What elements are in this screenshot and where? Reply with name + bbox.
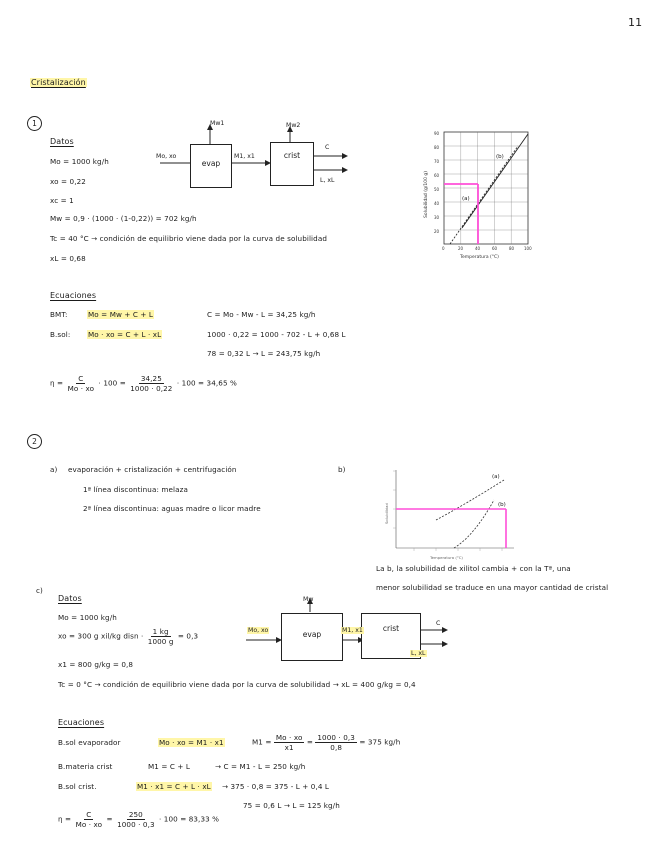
svg-text:40: 40 [434, 201, 440, 206]
graph2-label-b: (b) [498, 502, 506, 508]
eq2-label: B.materia crist [58, 762, 113, 771]
datos-title-1: Datos [50, 137, 74, 146]
result-l: 78 = 0,32 L → L = 243,75 kg/h [207, 349, 321, 358]
c-label-2: C [436, 620, 441, 627]
efficiency-1: η = $\frac{C}{Mo \cdot xo}$ · 100 = $\frac{34,25}{1000 \cdot 0,22}$ · 100 = 34,65 % [50, 374, 237, 394]
section-title [30, 78, 87, 87]
eq3: M1 · x1 = C + L · xL [137, 782, 211, 791]
page-number: 11 [628, 16, 643, 29]
eq2-result: → C = M1 - L = 250 kg/h [215, 762, 306, 771]
feed-label: Mo, xo [156, 153, 177, 160]
svg-text:90: 90 [434, 131, 440, 136]
crystallizer-box-2: crist [361, 613, 421, 659]
svg-text:60: 60 [434, 173, 440, 178]
svg-text:100: 100 [524, 246, 532, 251]
eq3-label: B.sol crist. [58, 782, 97, 791]
evaporator-box: evap [190, 144, 232, 188]
eq3-result: → 375 · 0,8 = 375 - L + 0,4 L [222, 782, 329, 791]
title-text: Cristalización [31, 78, 86, 87]
svg-text:30: 30 [434, 215, 440, 220]
svg-text:80: 80 [509, 246, 515, 251]
process-diagram-1 [150, 118, 360, 198]
solubility-graph-2 [374, 466, 522, 562]
eq4: 75 = 0,6 L → L = 125 kg/h [243, 801, 340, 810]
part-a-text: evaporación + cristalización + centrifugación [68, 465, 237, 474]
eq1-result: M1 = $\frac{Mo \cdot xo}{x1}$ = $\frac{1000 \cdot 0,3}{0,8}$ = 375 kg/h [252, 733, 401, 753]
svg-text:60: 60 [492, 246, 498, 251]
datos-line: Mo = 1000 kg/h [50, 157, 109, 166]
datos-line: xL = 0,68 [50, 254, 86, 263]
eq1-label: B.sol evaporador [58, 738, 121, 747]
datos2-line-4: Tc = 0 °C → condición de equilibrio viene dada por la curva de solubilidad → xL = 400 g/kg = 0,4 [58, 680, 416, 689]
datos-line: xc = 1 [50, 196, 74, 205]
graph2-label-a: (a) [492, 474, 500, 480]
mw2-label: Mw2 [286, 122, 301, 129]
svg-text:80: 80 [434, 145, 440, 150]
svg-text:20: 20 [434, 229, 440, 234]
datos2-line-3: x1 = 800 g/kg = 0,8 [58, 660, 134, 669]
m1-label: M1, x1 [234, 153, 255, 160]
ecuaciones-title-2: Ecuaciones [58, 718, 105, 727]
graph1-label-b: (b) [496, 154, 504, 160]
solubility-graph-1 [412, 128, 537, 260]
evaporator-box-2: evap [281, 613, 343, 661]
efficiency-2: η = $\frac{C}{Mo \cdot xo}$ = $\frac{250}{1000 \cdot 0,3}$ · 100 = 83,33 % [58, 810, 220, 830]
mw-label-2: Mw [303, 596, 314, 603]
part-b-label: b) [338, 465, 346, 474]
bmt-equation: Mo = Mw + C + L [88, 310, 153, 319]
part-b-line-1: La b, la solubilidad de xilitol cambia + con la Tª, una [376, 564, 571, 573]
part-a-line-1: 1ª línea discontinua: melaza [83, 485, 188, 494]
datos2-line-1: Mo = 1000 kg/h [58, 613, 117, 622]
datos-line: Mw = 0,9 · (1000 · (1-0,22)) = 702 kg/h [50, 214, 197, 223]
bmt-label: BMT: [50, 310, 68, 319]
part-b-line-2: menor solubilidad se traduce en una mayor cantidad de cristal [376, 583, 609, 592]
mw1-label: Mw1 [210, 120, 225, 127]
graph2-xlabel: Temperatura (°C) [430, 555, 463, 560]
graph1-ylabel: Solubilidad (g/100 g) [424, 171, 429, 218]
part-a-line-2: 2ª línea discontinua: aguas madre o licor madre [83, 504, 261, 513]
eq2: M1 = C + L [148, 762, 190, 771]
problem-1-number: 1 [27, 116, 42, 131]
svg-text:20: 20 [458, 246, 464, 251]
part-a-label: a) [50, 465, 58, 474]
datos-title-2: Datos [58, 594, 82, 603]
ecuaciones-title-1: Ecuaciones [50, 291, 97, 300]
c-label: C [325, 144, 330, 151]
datos2-line-2: xo = 300 g xil/kg disn · $\frac{1 kg}{1000 g}$ = 0,3 [58, 627, 199, 647]
bsol-label: B.sol: [50, 330, 71, 339]
l-label-2: L, xL [411, 650, 426, 657]
graph2-ylabel: Solubilidad [384, 503, 389, 524]
result-c: C = Mo - Mw - L = 34,25 kg/h [207, 310, 316, 319]
part-c-label: c) [36, 586, 43, 595]
eq1: Mo · xo = M1 · x1 [159, 738, 224, 747]
feed-label-2: Mo, xo [248, 627, 269, 634]
svg-text:50: 50 [434, 187, 440, 192]
result-expansion: 1000 · 0,22 = 1000 - 702 - L + 0,68 L [207, 330, 346, 339]
datos-line: xo = 0,22 [50, 177, 86, 186]
crystallizer-box: crist [270, 142, 314, 186]
bsol-equation: Mo · xo = C + L · xL [88, 330, 162, 339]
datos-line: Tc = 40 °C → condición de equilibrio viene dada por la curva de solubilidad [50, 234, 327, 243]
graph1-xlabel: Temperatura (°C) [460, 255, 499, 260]
m1-label-2: M1, x1 [342, 627, 363, 634]
svg-text:0: 0 [442, 246, 445, 251]
l-label: L, xL [320, 177, 335, 184]
graph1-label-a: (a) [462, 196, 470, 202]
problem-2-number: 2 [27, 434, 42, 449]
svg-text:40: 40 [475, 246, 481, 251]
svg-text:70: 70 [434, 159, 440, 164]
